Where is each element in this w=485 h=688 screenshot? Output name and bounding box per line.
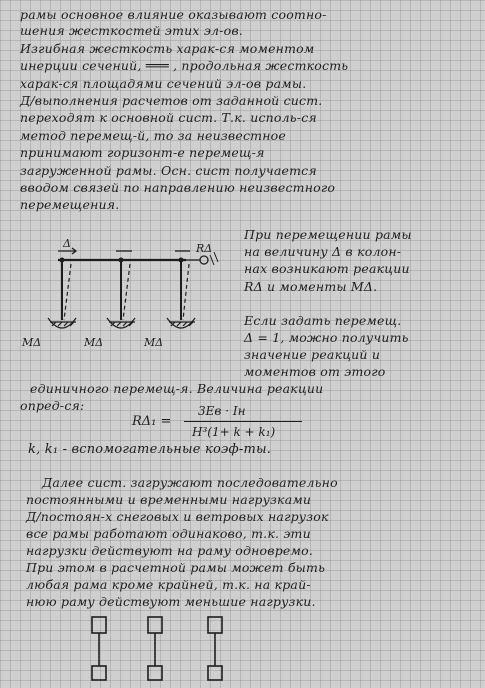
note-line: перемещения.: [20, 197, 120, 212]
note-line: вводом связей по направлению неизвестного: [20, 180, 336, 195]
formula-numerator: 3Eв · Iн: [198, 404, 246, 418]
fraction-bar: [184, 421, 302, 422]
note-line: шения жесткостей этих эл-ов.: [20, 23, 243, 38]
note-line: При перемещении рамы: [244, 227, 412, 242]
note-line: принимают горизонт-е перемещ-я: [20, 145, 265, 160]
formula-denominator: H³(1+ k + k₁): [192, 425, 276, 439]
note-line: моментов от этого: [244, 364, 386, 379]
column-sketch: [86, 612, 196, 688]
reaction-label: RΔ: [196, 242, 213, 255]
note-line: метод перемещ-й, то за неизвестное: [20, 128, 286, 143]
frame-diagram: [18, 238, 240, 358]
note-line: нагрузки действуют на раму одновремо.: [26, 543, 313, 558]
note-line: Д/выполнения расчетов от заданной сист.: [20, 93, 323, 108]
note-line: харак-ся площадями сечений эл-ов рамы.: [20, 76, 307, 91]
note-line: рамы основное влияние оказывают соотно-: [20, 7, 327, 22]
note-line: любая рама кроме крайней, т.к. на край-: [26, 577, 311, 592]
note-line: Δ = 1, можно получить: [244, 330, 409, 345]
delta-label: Δ: [63, 238, 71, 250]
moment-label: MΔ: [84, 336, 104, 349]
note-line: нах возникают реакции: [244, 261, 410, 276]
note-line: единичного перемещ-я. Величина реакции: [30, 381, 324, 396]
note-line: Изгибная жесткость харак-ся моментом: [20, 41, 315, 56]
note-line: опред-ся:: [20, 398, 85, 413]
note-line: k, k₁ - вспомогательные коэф-ты.: [28, 442, 272, 457]
note-line: Далее сист. загружают последовательно: [42, 475, 338, 490]
note-line: значение реакций и: [244, 347, 381, 362]
column-sketch: [200, 612, 250, 688]
note-line: загруженной рамы. Осн. сист получается: [20, 163, 317, 178]
note-line: При этом в расчетной рамы может быть: [26, 560, 326, 575]
note-line: постоянными и временными нагрузками: [26, 492, 312, 507]
note-line: Если задать перемещ.: [244, 313, 402, 328]
note-line: на величину Δ в колон-: [244, 244, 402, 259]
note-line: все рамы работают одинаково, т.к. эти: [26, 526, 311, 541]
moment-label: MΔ: [22, 336, 42, 349]
moment-label: MΔ: [144, 336, 164, 349]
note-line: нюю раму действуют меньшие нагрузки.: [26, 594, 316, 609]
note-line: RΔ и моменты MΔ.: [244, 279, 378, 294]
formula-lhs: RΔ₁ =: [132, 414, 172, 429]
note-line: переходят к основной сист. Т.к. исполь-ся: [20, 110, 317, 125]
note-line: Д/постоян-х снеговых и ветровых нагрузок: [26, 509, 329, 524]
note-line: инерции сечений, ═══ , продольная жесткость: [20, 58, 349, 73]
